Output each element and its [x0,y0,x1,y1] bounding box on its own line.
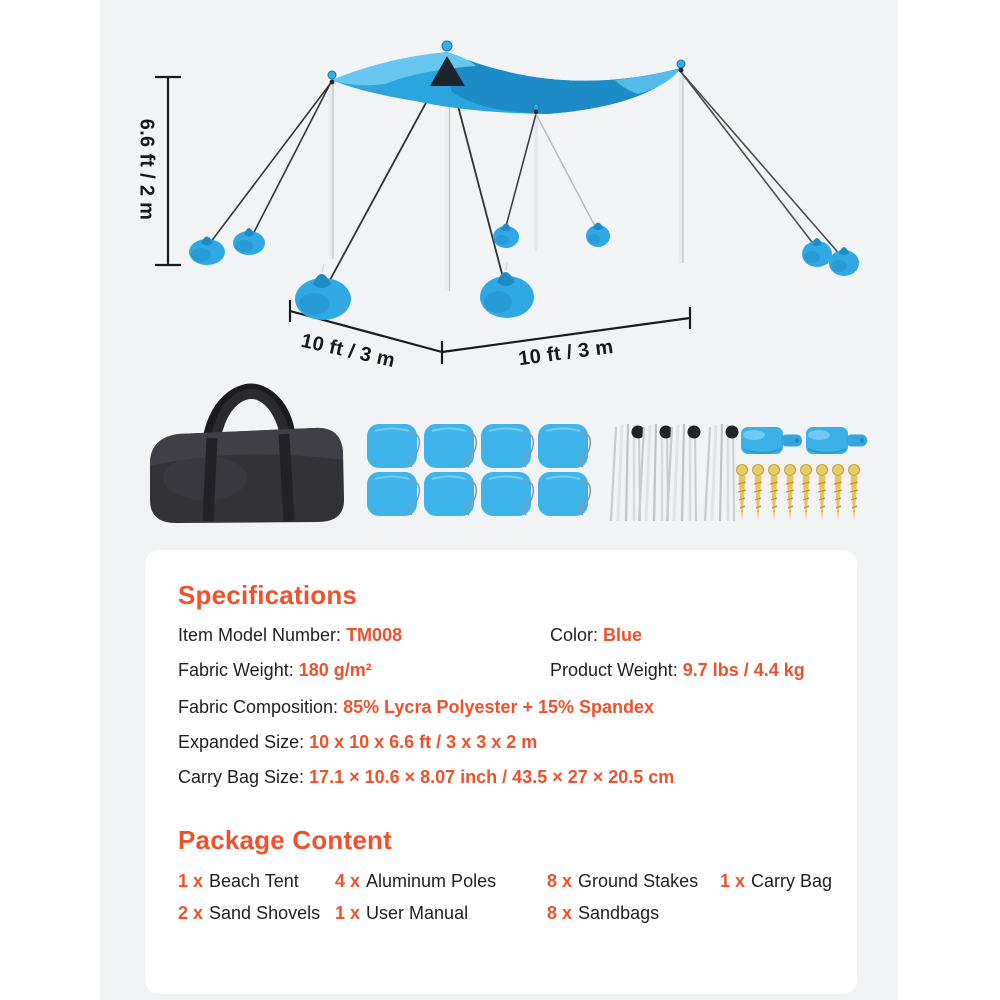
guy-rope [250,84,330,240]
canopy-knob [677,60,685,68]
sand-shovel [741,427,802,454]
guy-rope [207,84,330,247]
package-item-sand-shovels: 2 x Sand Shovels [178,903,321,923]
ground-stakes [737,465,860,522]
spec-line [178,625,837,649]
package-item-user-manual: 1 x User Manual [335,903,469,923]
sandbag [295,264,351,320]
package-item-beach-tent: 1 x Beach Tent [178,871,299,891]
package-item-ground-stakes: 8 x Ground Stakes [547,871,699,891]
sandbag [802,238,832,267]
spec-fabric-weight: Fabric Weight: 180 g/m² [178,660,372,680]
sandbag-pouch [481,424,533,468]
sandbag-pouch [538,424,590,468]
canopy-knob [328,71,336,79]
tent-illustration [100,0,898,560]
sandbag-pouch [367,424,419,468]
sandbag-pouches [367,424,590,516]
ground-stake [769,465,780,522]
sandbag-pouch [367,472,419,516]
beach-tent-canopy [328,41,685,114]
ground-stake [817,465,828,522]
guy-rope [681,72,815,246]
ground-stake [737,465,748,522]
package-row [145,871,857,895]
sand-shovel [806,427,867,454]
sandbag-pouch [538,472,590,516]
specifications-title: Specifications [178,580,358,610]
pole-bundle [667,424,701,521]
pole-bundle [705,424,739,521]
spec-item-model-number: Item Model Number: TM008 [178,625,403,645]
ground-stake [801,465,812,522]
spec-line [178,660,837,684]
ground-stake [753,465,764,522]
package-item-sandbags: 8 x Sandbags [547,903,660,923]
right-base-dimension-label: 10 ft / 3 m [517,335,615,371]
sandbag-pouch [424,472,476,516]
package-item-aluminum-poles: 4 x Aluminum Poles [335,871,497,891]
guy-rope [536,114,597,230]
sandbag [233,228,265,255]
height-dimension-label: 6.6 ft / 2 m [135,118,158,221]
spec-line [178,767,837,791]
spec-expanded-size: Expanded Size: 10 x 10 x 6.6 ft / 3 x 3 x 2 m [178,732,538,752]
ground-stake [849,465,860,522]
spec-carry-bag-size: Carry Bag Size: 17.1 × 10.6 × 8.07 inch / 43.5 × 27 × 20.5 cm [178,767,675,787]
canopy-knob [533,104,539,110]
spec-color: Color: Blue [550,625,643,645]
ground-stake [833,465,844,522]
spec-line [178,732,837,756]
package-row [145,903,857,927]
gray-panel [100,0,898,1000]
ground-stake [785,465,796,522]
sandbag [480,262,534,318]
sandbag-pouch [424,424,476,468]
aluminum-pole-bundles [611,424,739,521]
dimension-lines [155,77,690,364]
guy-rope [505,114,536,230]
carry-bag [150,388,344,523]
canopy-knob [442,41,452,51]
sandbag [586,223,610,248]
sandbag-pouch [481,472,533,516]
sandbag [829,247,859,276]
package-content-title: Package Content [178,825,392,855]
spec-fabric-composition: Fabric Composition: 85% Lycra Polyester + 15% Spandex [178,697,655,717]
spec-line [178,697,837,721]
spec-product-weight: Product Weight: 9.7 lbs / 4.4 kg [550,660,805,680]
package-item-carry-bag: 1 x Carry Bag [720,871,833,891]
sand-shovels [741,427,867,454]
guy-rope [681,72,842,257]
tent-pole [331,82,333,259]
left-base-dimension-label: 10 ft / 3 m [299,329,398,373]
sandbag [493,224,519,249]
info-card [145,550,857,994]
tent-pole [681,70,683,263]
sandbag [189,237,225,266]
